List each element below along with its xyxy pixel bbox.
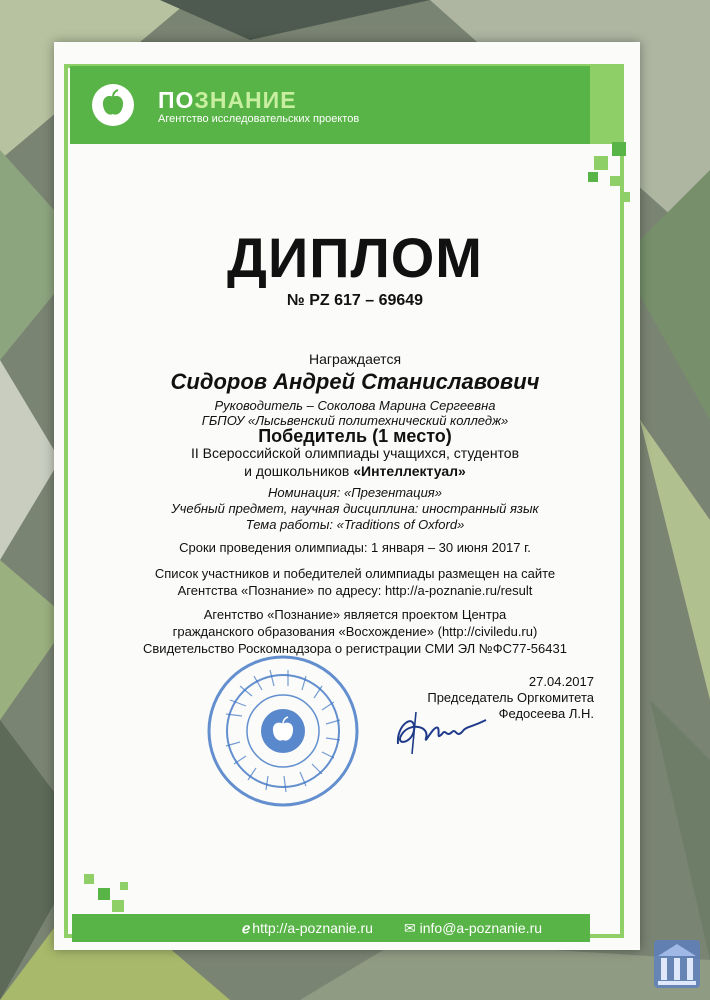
envelope-icon: ✉ xyxy=(404,920,420,936)
leader-text: Руководитель – Соколова Марина Сергеевна xyxy=(214,398,496,413)
decor-square xyxy=(120,882,128,890)
decor-square xyxy=(84,874,94,884)
topic-text: Тема работы: «Traditions of Oxford» xyxy=(245,517,465,532)
place-text: Победитель (1 место) xyxy=(258,426,452,446)
chair-name: Федосеева Л.Н. xyxy=(498,706,594,721)
olympiad-name: «Интеллектуал» xyxy=(353,463,466,479)
olympiad-line-2 xyxy=(0,463,710,479)
footer-site-link: http://a-poznanie.ru xyxy=(252,920,373,936)
apple-icon xyxy=(92,84,134,126)
list-line-1: Список участников и победителей олимпиады размещен на сайте xyxy=(154,566,556,581)
decor-square xyxy=(620,192,630,202)
decor-square xyxy=(98,888,110,900)
footer-email xyxy=(404,920,542,937)
footer-email-link: info@a-poznanie.ru xyxy=(419,920,543,936)
brand-suffix: ЗНАНИЕ xyxy=(194,87,297,113)
chair-title: Председатель Оргкомитета xyxy=(427,690,594,705)
olympiad-line-1: II Всероссийской олимпиады учащихся, студентов xyxy=(190,445,520,461)
brand-name xyxy=(158,88,359,112)
decor-square xyxy=(112,900,124,912)
footer-bar xyxy=(72,914,590,942)
chair-signature xyxy=(386,704,496,759)
e-icon: ℯ xyxy=(242,920,251,936)
institution-text: ГБПОУ «Лысьвенский политехнический колледж» xyxy=(201,413,509,428)
agency-line-2: гражданского образования «Восхождение» (http://civiledu.ru) xyxy=(172,624,538,639)
decor-square xyxy=(594,120,608,134)
decor-square xyxy=(610,176,620,186)
diploma-title: ДИПЛОМ xyxy=(227,226,483,289)
olympiad-line-2-prefix: и дошкольников xyxy=(244,463,354,479)
brand-tagline: Агентство исследовательских проектов xyxy=(158,113,360,125)
watermark-logo xyxy=(652,938,702,990)
issue-date: 27.04.2017 xyxy=(528,674,594,689)
decor-square xyxy=(612,142,626,156)
official-stamp xyxy=(206,654,360,808)
subject-text: Учебный предмет, научная дисциплина: иностранный язык xyxy=(171,501,539,516)
brand-prefix: ПО xyxy=(158,87,195,113)
recipient-name: Сидоров Андрей Станиславович xyxy=(170,369,540,394)
agency-line-1: Агентство «Познание» является проектом Центра xyxy=(203,607,507,622)
logo-circle xyxy=(92,84,134,126)
awarded-text: Награждается xyxy=(308,351,402,367)
decor-square xyxy=(588,172,598,182)
diploma-number: № PZ 617 – 69649 xyxy=(286,292,424,309)
agency-line-3: Свидетельство Роскомнадзора о регистрации СМИ ЭЛ №ФС77-56431 xyxy=(143,641,567,656)
decor-square xyxy=(594,156,608,170)
nomination-text: Номинация: «Презентация» xyxy=(268,485,442,500)
logo-text xyxy=(158,88,359,126)
list-line-2: Агентства «Познание» по адресу: http://a-poznanie.ru/result xyxy=(177,583,533,598)
footer-site xyxy=(242,920,373,937)
dates-text: Сроки проведения олимпиады: 1 января – 30 июня 2017 г. xyxy=(179,540,531,555)
